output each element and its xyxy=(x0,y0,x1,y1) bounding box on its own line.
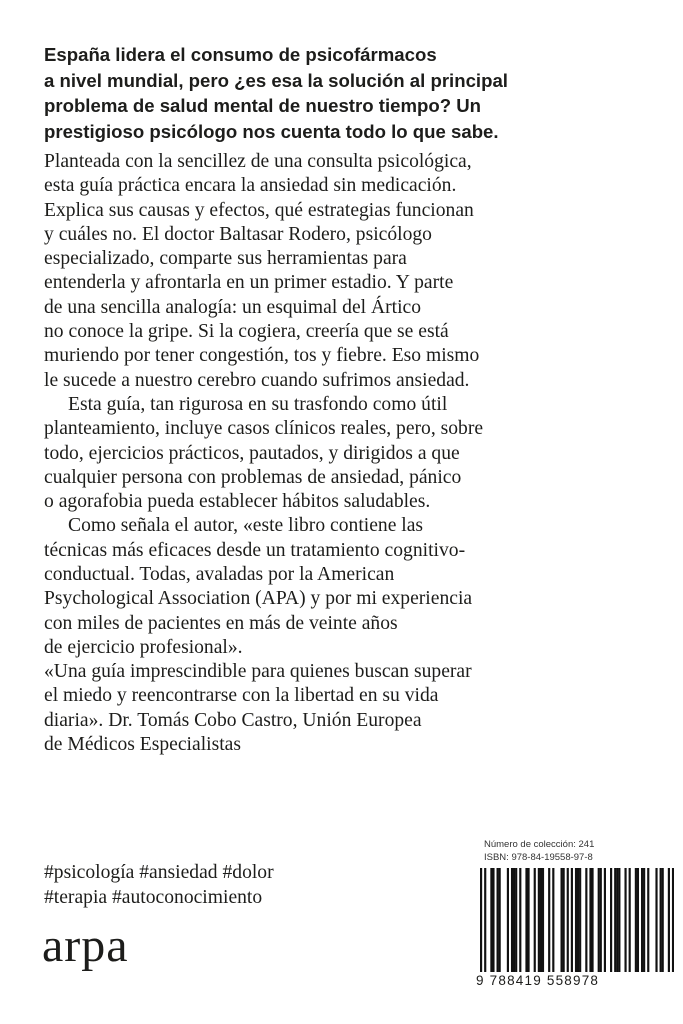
barcode-bar xyxy=(560,868,562,972)
barcode-bar xyxy=(542,868,544,972)
synopsis xyxy=(44,150,674,660)
text-line: conductual. Todas, avaladas por la American xyxy=(44,564,395,586)
barcode-bar xyxy=(571,868,573,972)
text-line: Como señala el autor, «este libro contiene las xyxy=(68,515,424,537)
barcode-bar xyxy=(672,868,674,972)
headline-line: España lidera el consumo de psicofármacos xyxy=(44,44,437,65)
paragraph-2 xyxy=(44,393,674,514)
headline xyxy=(44,42,664,144)
hashtag-line: #terapia #autoconocimiento xyxy=(44,887,263,908)
barcode-bar xyxy=(527,868,529,972)
barcode-bar xyxy=(618,868,620,972)
barcode-bar xyxy=(589,868,591,972)
barcode-bar xyxy=(629,868,631,972)
text-line: planteamiento, incluye casos clínicos reales, pero, sobre xyxy=(44,418,484,440)
barcode-bar xyxy=(585,868,587,972)
barcode-bar xyxy=(655,868,657,972)
text-line: o agorafobia pueda establecer hábitos saludables. xyxy=(44,491,431,513)
barcode-bar xyxy=(511,868,513,972)
barcode-bar xyxy=(614,868,616,972)
barcode-bar xyxy=(577,868,579,972)
barcode-info xyxy=(484,839,594,864)
quote-line: «Una guía imprescindible para quienes buscan superar xyxy=(44,661,472,682)
quote-line: diaria». Dr. Tomás Cobo Castro, Unión Europea xyxy=(44,709,422,731)
barcode-bar xyxy=(575,868,577,972)
barcode-bar xyxy=(579,868,581,972)
barcode-bar xyxy=(616,868,618,972)
barcode-bar xyxy=(610,868,612,972)
quote-line: de Médicos Especialistas xyxy=(44,734,241,756)
barcode-bar xyxy=(643,868,645,972)
barcode-bar xyxy=(484,868,486,972)
barcode-bar xyxy=(598,868,600,972)
text-line: esta guía práctica encara la ansiedad sin medicación. xyxy=(44,175,457,197)
barcode-bar xyxy=(567,868,569,972)
quote-line: el miedo y reencontrarse con la libertad en su vida xyxy=(44,685,439,707)
barcode-bar xyxy=(641,868,643,972)
barcode-bar xyxy=(525,868,527,972)
text-line: de una sencilla analogía: un esquimal del Ártico xyxy=(44,296,422,318)
text-line: no conoce la gripe. Si la cogiera, creería que se está xyxy=(44,321,449,343)
barcode-bar xyxy=(490,868,492,972)
barcode-bar xyxy=(540,868,542,972)
barcode-bar xyxy=(563,868,565,972)
barcode-bar xyxy=(519,868,521,972)
publisher-logo: arpa xyxy=(42,919,129,972)
text-line: Explica sus causas y efectos, qué estrategias funcionan xyxy=(44,199,474,221)
barcode-bar xyxy=(635,868,637,972)
barcode-bar xyxy=(647,868,649,972)
text-line: todo, ejercicios prácticos, pautados, y dirigidos a que xyxy=(44,442,460,464)
barcode-bar xyxy=(662,868,664,972)
text-line: Psychological Association (APA) y por mi experiencia xyxy=(44,588,473,610)
text-line: le sucede a nuestro cerebro cuando sufrimos ansiedad. xyxy=(44,369,470,391)
text-line: Planteada con la sencillez de una consulta psicológica, xyxy=(44,151,472,172)
barcode-bar xyxy=(497,868,499,972)
text-line: cualquier persona con problemas de ansiedad, pánico xyxy=(44,466,462,488)
barcode-bar xyxy=(637,868,639,972)
headline-line: a nivel mundial, pero ¿es esa la solución al principal xyxy=(44,69,508,91)
barcode-bar xyxy=(513,868,515,972)
collection-number: Número de colección: 241 xyxy=(484,839,595,850)
barcode-bar xyxy=(552,868,554,972)
text-line: especializado, comparte sus herramientas para xyxy=(44,248,407,270)
text-line: Esta guía, tan rigurosa en su trasfondo como útil xyxy=(68,393,448,415)
headline-line: problema de salud mental de nuestro tiempo? Un xyxy=(44,95,482,116)
barcode xyxy=(480,868,674,972)
text-line: muriendo por tener congestión, tos y fiebre. Eso mismo xyxy=(44,345,480,367)
barcode-bar xyxy=(499,868,501,972)
barcode-bar xyxy=(534,868,536,972)
barcode-bar xyxy=(507,868,509,972)
text-line: entenderla y afrontarla en un primer estadio. Y parte xyxy=(44,272,454,294)
barcode-bar xyxy=(604,868,606,972)
barcode-digits: 9 788419 558978 xyxy=(476,973,600,988)
barcode-bar xyxy=(480,868,482,972)
headline-line: prestigioso psicólogo nos cuenta todo lo que sabe. xyxy=(44,120,499,142)
barcode-bar xyxy=(660,868,662,972)
text-line: con miles de pacientes en más de veinte años xyxy=(44,612,398,634)
barcode-bar xyxy=(548,868,550,972)
text-line: y cuáles no. El doctor Baltasar Rodero, psicólogo xyxy=(44,223,432,245)
endorsement-quote xyxy=(44,660,674,758)
barcode-bar xyxy=(591,868,593,972)
barcode-bar xyxy=(515,868,517,972)
barcode-bar xyxy=(624,868,626,972)
barcode-bar xyxy=(668,868,670,972)
hashtags xyxy=(44,860,274,910)
paragraph-3 xyxy=(44,514,674,660)
paragraph-1 xyxy=(44,150,674,393)
barcode-bar xyxy=(492,868,494,972)
hashtag-line: #psicología #ansiedad #dolor xyxy=(44,862,274,883)
text-line: técnicas más eficaces desde un tratamiento cognitivo- xyxy=(44,539,466,561)
text-line: de ejercicio profesional». xyxy=(44,636,243,658)
barcode-bar xyxy=(600,868,602,972)
isbn-text: ISBN: 978-84-19558-97-8 xyxy=(484,851,593,863)
barcode-bar xyxy=(538,868,540,972)
